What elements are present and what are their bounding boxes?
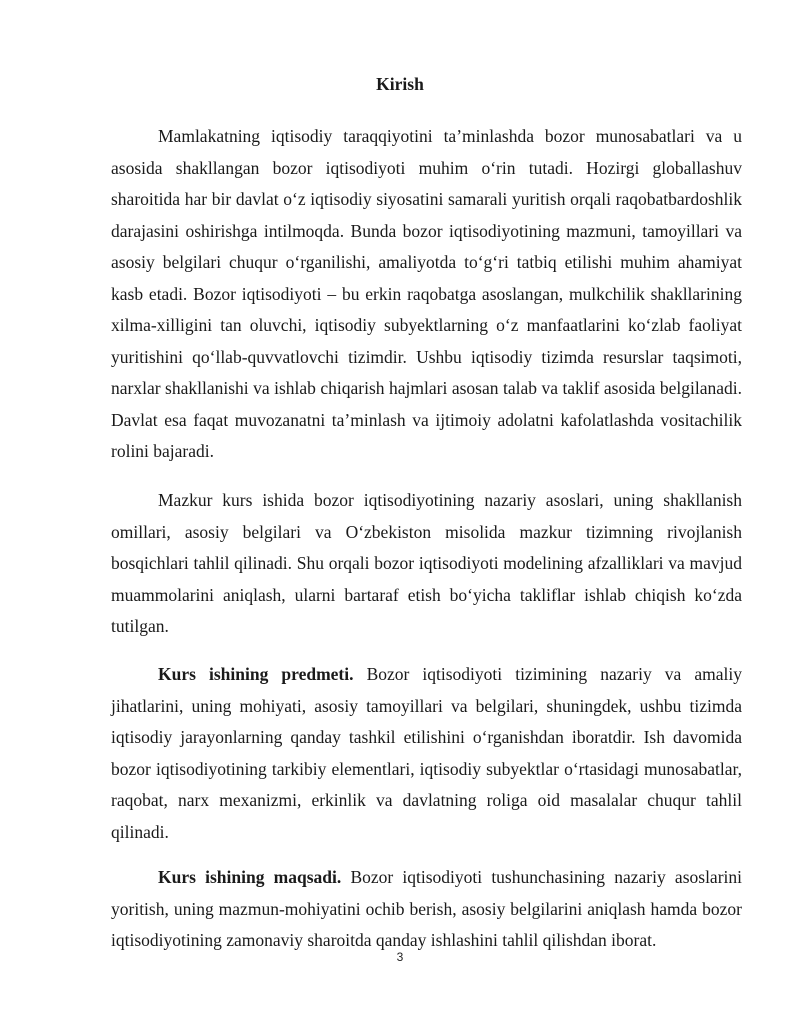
paragraph-course-goal [111,862,742,957]
paragraph-text: Bozor iqtisodiyoti tizimining nazariy va amaliy jihatlarini, uning mohiyati, asosiy tamoyillari va belgilari, shuningdek, ushbu tizimda iqtisodiy jarayonlarning qanday tashkil etilishini o‘rganishdan iboratdir. Ish davomida bozor iqtisodiyotining tarkibiy elementlari, iqtisodiy subyektlar o‘rtasidagi munosabatlar, raqobat, narx mexanizmi, erkinlik va davlatning roliga oid masalalar chuqur tahlil qilinadi. [111,664,742,842]
paragraph-course-subject [111,659,742,848]
section-title: Kirish [376,74,424,94]
paragraph-introduction [111,121,742,468]
paragraph-course-scope [111,485,742,643]
paragraph-lead-heading: Kurs ishining predmeti. [158,664,354,684]
paragraph-text: Mamlakatning iqtisodiy taraqqiyotini ta’minlashda bozor munosabatlari va u asosida shakllangan bozor iqtisodiyoti muhim o‘rin tutadi. Hozirgi globallashuv sharoitida har bir davlat o‘z iqtisodiy siyosatini samarali yuritish orqali raqobatbardoshlik darajasini oshirishga intilmoqda. Bunda bozor iqtisodiyotining mazmuni, tamoyillari va asosiy belgilari chuqur o‘rganilishi, amaliyotda to‘g‘ri tatbiq etilishi muhim ahamiyat kasb etadi. Bozor iqtisodiyoti – bu erkin raqobatga asoslangan, mulkchilik shakllarining xilma-xilligini tan oluvchi, iqtisodiy subyektlarning o‘z manfaatlarini ko‘zlab faoliyat yuritishini qo‘llab-quvvatlovchi tizimdir. Ushbu iqtisodiy tizimda resurslar taqsimoti, narxlar shakllanishi va ishlab chiqarish hajmlari asosan talab va taklif asosida belgilanadi. Davlat esa faqat muvozanatni ta’minlash va ijtimoiy adolatni kafolatlashda vositachilik rolini bajaradi. [111,126,742,461]
paragraph-text: Mazkur kurs ishida bozor iqtisodiyotining nazariy asoslari, uning shakllanish omillari, asosiy belgilari va O‘zbekiston misolida mazkur tizimning rivojlanish bosqichlari tahlil qilinadi. Shu orqali bozor iqtisodiyoti modelining afzalliklari va mavjud muammolarini aniqlash, ularni bartaraf etish bo‘yicha takliflar ishlab chiqish ko‘zda tutilgan. [111,490,742,636]
page-number: 3 [396,950,404,964]
paragraph-lead-heading: Kurs ishining maqsadi. [158,867,342,887]
paragraph-text: Bozor iqtisodiyoti tushunchasining nazariy asoslarini yoritish, uning mazmun-mohiyatini ochib berish, asosiy belgilarini aniqlash hamda bozor iqtisodiyotining zamonaviy sharoitda qanday ishlashini tahlil qilishdan iborat. [111,867,743,950]
